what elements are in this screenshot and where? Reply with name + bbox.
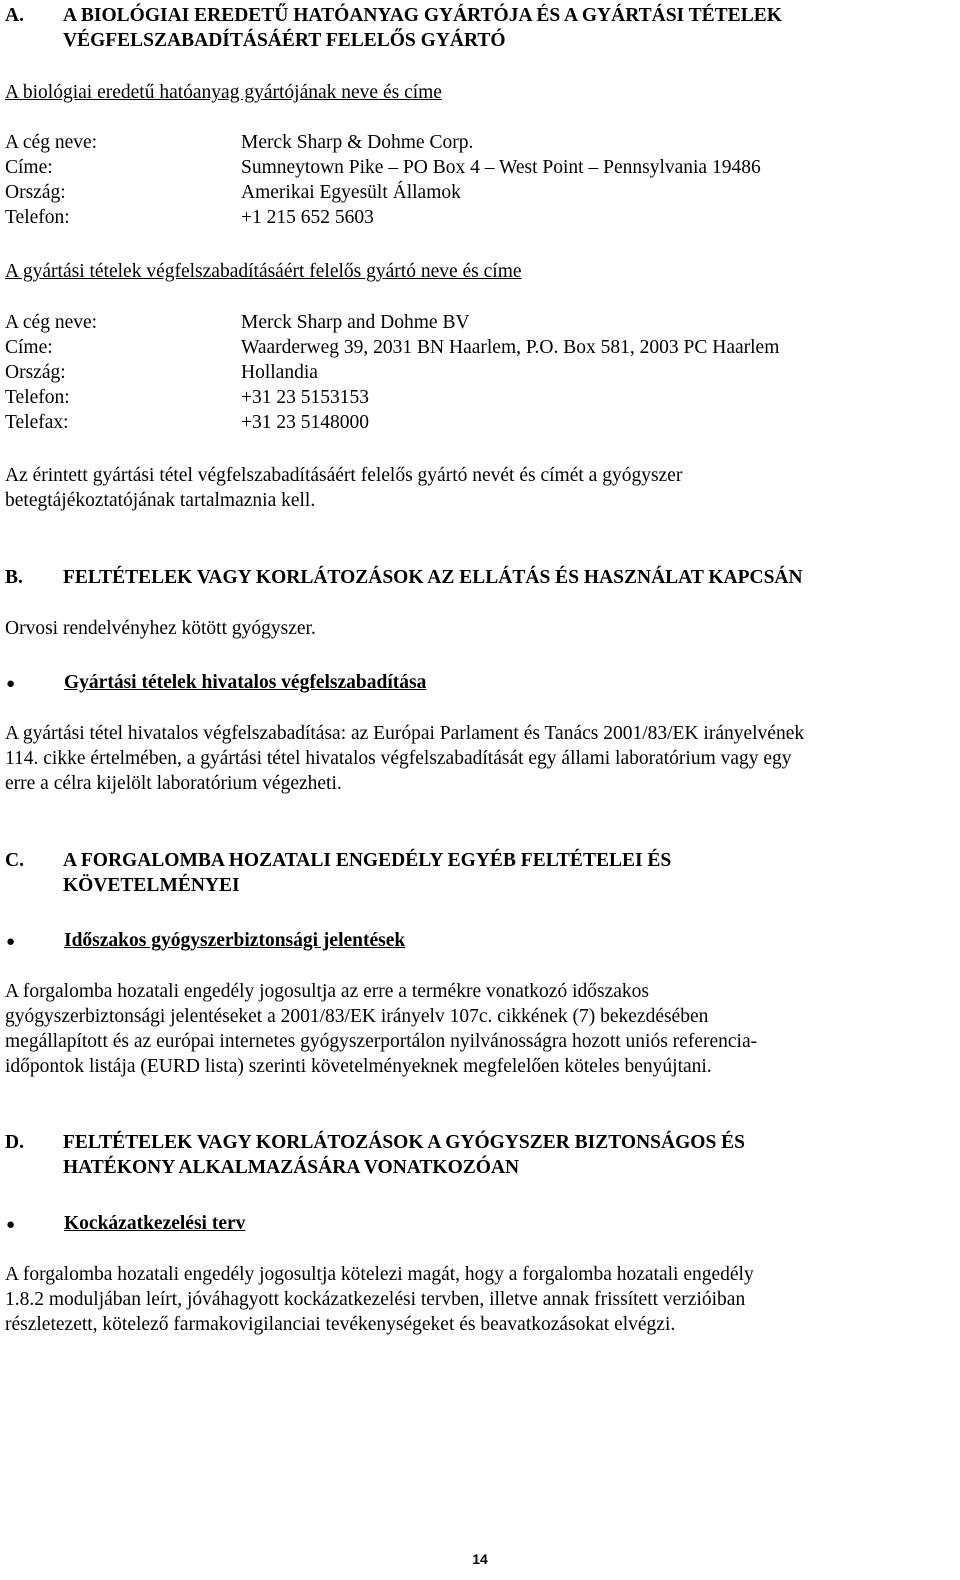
- field-value: Sumneytown Pike – PO Box 4 – West Point – Pennsylvania 19486: [241, 157, 761, 178]
- paragraph-line: 1.8.2 moduljában leírt, jóváhagyott kockázatkezelési tervben, illetve annak frissített verzióiban: [5, 1289, 746, 1310]
- paragraph-line: 114. cikke értelmében, a gyártási tétel hivatalos végfelszabadítását egy állami laboratórium vagy egy: [5, 748, 792, 769]
- field-value: Merck Sharp and Dohme BV: [241, 312, 470, 333]
- company-name-row: [5, 310, 954, 335]
- bullet-heading: Időszakos gyógyszerbiztonsági jelentések: [64, 930, 406, 951]
- field-label: Ország:: [5, 182, 66, 203]
- section-c-title-line: KÖVETELMÉNYEI: [63, 875, 240, 896]
- field-label: Ország:: [5, 362, 66, 383]
- section-a-title-line: A BIOLÓGIAI EREDETŰ HATÓANYAG GYÁRTÓJA ÉS A GYÁRTÁSI TÉTELEK: [63, 5, 782, 26]
- paragraph-line: betegtájékoztatójának tartalmaznia kell.: [5, 490, 316, 511]
- prescription-status: Orvosi rendelvényhez kötött gyógyszer.: [5, 618, 316, 639]
- country-row: [5, 360, 954, 385]
- section-a-title: [63, 3, 954, 53]
- section-b-paragraph: [5, 721, 954, 796]
- bullet-icon: ●: [6, 934, 16, 950]
- section-d-title: [63, 1130, 954, 1180]
- paragraph-line: Az érintett gyártási tétel végfelszabadításáért felelős gyártó nevét és címét a gyógyszer: [5, 465, 683, 486]
- field-value: +1 215 652 5603: [241, 207, 374, 228]
- section-d-title-line: FELTÉTELEK VAGY KORLÁTOZÁSOK A GYÓGYSZER BIZTONSÁGOS ÉS: [63, 1132, 746, 1153]
- field-label: A cég neve:: [5, 132, 98, 153]
- bullet-icon: ●: [6, 676, 16, 692]
- paragraph-line: erre a célra kijelölt laboratórium végezheti.: [5, 773, 342, 794]
- section-c-letter: C.: [5, 850, 24, 871]
- manufacturer-1-details: [5, 130, 954, 230]
- paragraph-line: részletezett, kötelező farmakovigilanciai tevékenységeket és beavatkozásokat elvégzi.: [5, 1314, 676, 1335]
- page-number: 14: [472, 1551, 488, 1567]
- field-label: Címe:: [5, 337, 53, 358]
- section-d-heading: [5, 1130, 954, 1180]
- manufacturer-2-details: [5, 310, 954, 435]
- paragraph-line: A gyártási tétel hivatalos végfelszabadítása: az Európai Parlament és Tanács 2001/83/EK irányelvének: [5, 723, 805, 744]
- bullet-icon: ●: [6, 1217, 16, 1233]
- section-d-bullet: [5, 1211, 954, 1238]
- field-label: Telefon:: [5, 207, 70, 228]
- company-name-row: [5, 130, 954, 155]
- phone-row: [5, 385, 954, 410]
- field-label: Címe:: [5, 157, 53, 178]
- paragraph-line: A forgalomba hozatali engedély jogosultja kötelezi magát, hogy a forgalomba hozatali engedély: [5, 1264, 754, 1285]
- field-label: Telefon:: [5, 387, 70, 408]
- country-row: [5, 180, 954, 205]
- section-d-title-line: HATÉKONY ALKALMAZÁSÁRA VONATKOZÓAN: [63, 1157, 520, 1178]
- paragraph-line: időpontok listája (EURD lista) szerinti követelményeknek megfelelően köteles benyújtani.: [5, 1056, 712, 1077]
- paragraph-line: A forgalomba hozatali engedély jogosultja az erre a termékre vonatkozó időszakos: [5, 981, 649, 1002]
- section-a-heading: [5, 3, 954, 53]
- section-a-letter: A.: [5, 5, 24, 26]
- manufacturer-subheading: A biológiai eredetű hatóanyag gyártójának neve és címe: [5, 82, 442, 103]
- section-c-heading: [5, 848, 954, 898]
- bullet-heading: Gyártási tételek hivatalos végfelszabadítása: [64, 672, 427, 693]
- field-label: A cég neve:: [5, 312, 98, 333]
- section-c-title: [63, 848, 954, 898]
- fax-row: [5, 410, 954, 435]
- paragraph-line: megállapított és az európai internetes gyógyszerportálon nyilvánosságra hozott uniós referencia-: [5, 1031, 758, 1052]
- section-b-heading: [5, 565, 954, 590]
- section-b-title: FELTÉTELEK VAGY KORLÁTOZÁSOK AZ ELLÁTÁS ÉS HASZNÁLAT KAPCSÁN: [63, 567, 803, 588]
- field-value: Merck Sharp & Dohme Corp.: [241, 132, 474, 153]
- section-c-title-line: A FORGALOMBA HOZATALI ENGEDÉLY EGYÉB FELTÉTELEI ÉS: [63, 850, 672, 871]
- field-value: +31 23 5148000: [241, 412, 369, 433]
- field-value: Amerikai Egyesült Államok: [241, 182, 461, 203]
- paragraph-line: gyógyszerbiztonsági jelentéseket a 2001/83/EK irányelv 107c. cikkének (7) bekezdésében: [5, 1006, 709, 1027]
- address-row: [5, 335, 954, 360]
- section-b-letter: B.: [5, 567, 23, 588]
- bullet-heading: Kockázatkezelési terv: [64, 1213, 246, 1234]
- phone-row: [5, 205, 954, 230]
- field-label: Telefax:: [5, 412, 69, 433]
- address-row: [5, 155, 954, 180]
- section-b-bullet: [5, 670, 954, 697]
- section-d-paragraph: [5, 1262, 954, 1337]
- field-value: Hollandia: [241, 362, 318, 383]
- section-d-letter: D.: [5, 1132, 24, 1153]
- field-value: Waarderweg 39, 2031 BN Haarlem, P.O. Box 581, 2003 PC Haarlem: [241, 337, 780, 358]
- section-a-note: [5, 463, 954, 513]
- section-c-bullet: [5, 928, 954, 955]
- field-value: +31 23 5153153: [241, 387, 369, 408]
- section-a-title-line: VÉGFELSZABADÍTÁSÁÉRT FELELŐS GYÁRTÓ: [63, 30, 506, 51]
- section-c-paragraph: [5, 979, 954, 1079]
- batch-release-subheading: A gyártási tételek végfelszabadításáért felelős gyártó neve és címe: [5, 261, 522, 282]
